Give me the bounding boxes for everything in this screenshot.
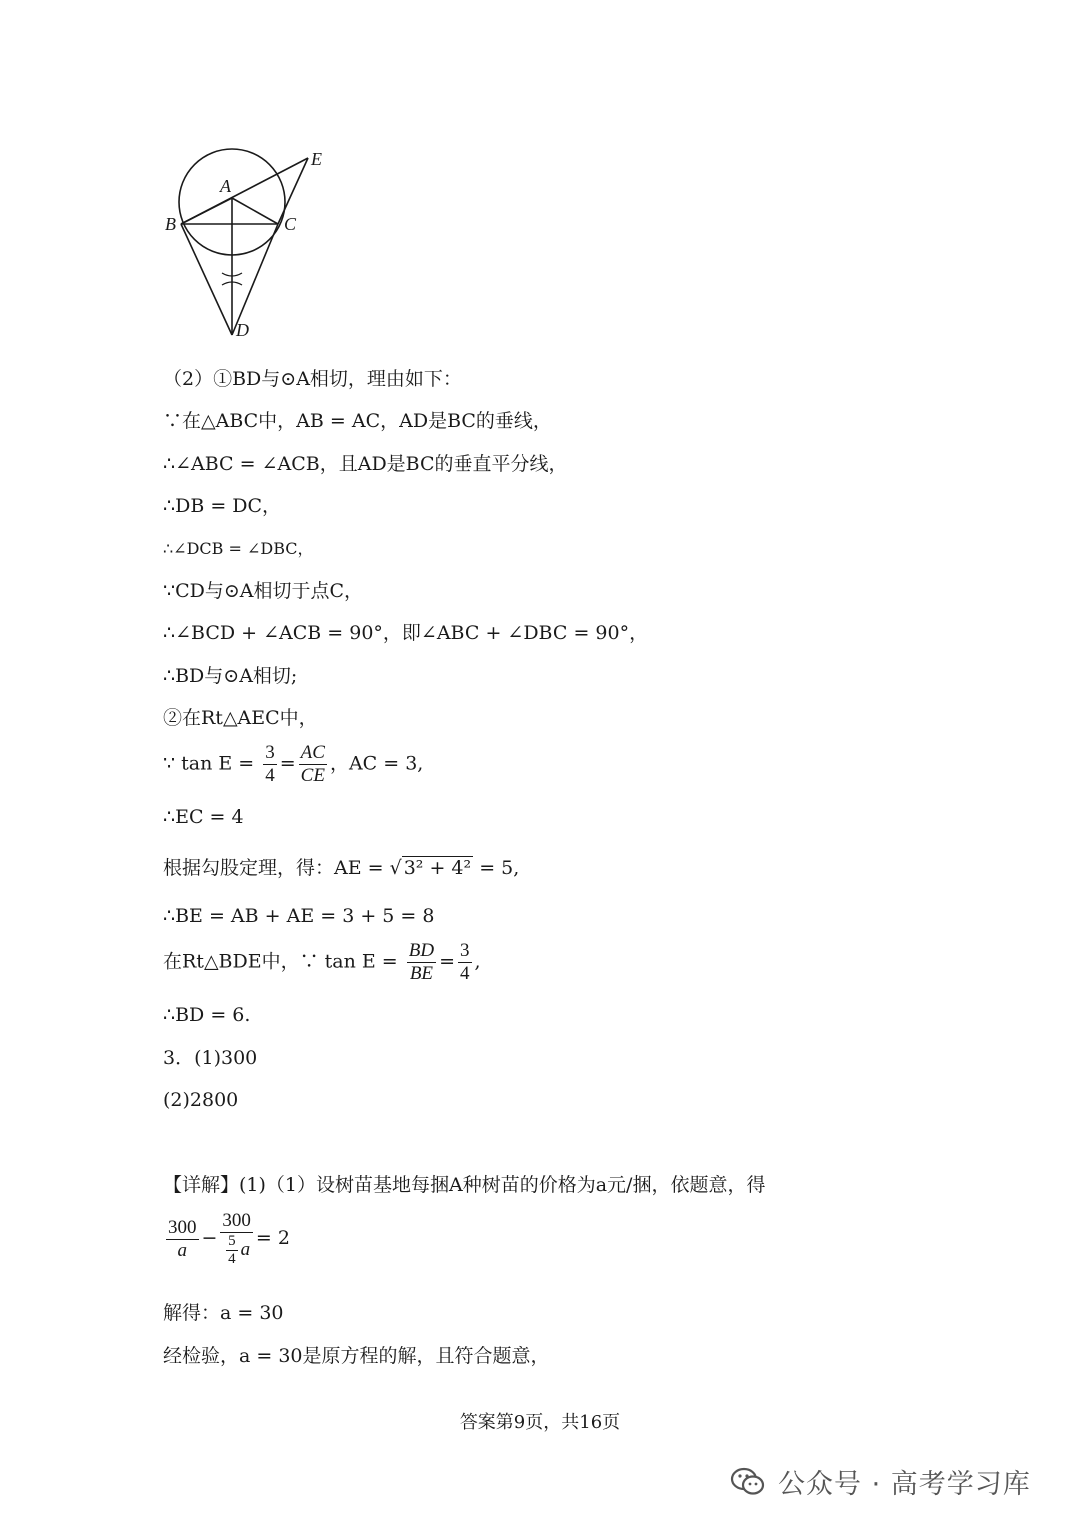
inner-fraction (226, 1233, 238, 1268)
page-footer: 答案第9页，共16页 (459, 1412, 621, 1433)
text-line-18: 【详解】(1)（1）设树苗基地每捆A种树苗的价格为a元/捆，依题意，得 (163, 1174, 766, 1196)
text-line-15: ∴BD = 6. (163, 1004, 251, 1026)
pythagoras-lead: 根据勾股定理，得：AE = (163, 857, 384, 879)
inner-denominator: 4 (228, 1251, 236, 1267)
bde-lead: 在Rt△BDE中，∵ tan E = (163, 950, 398, 973)
inner-variable: a (240, 1238, 251, 1260)
fraction-denominator: a (177, 1239, 187, 1261)
fraction-numerator: 300 (168, 1216, 197, 1238)
fraction-300-five-quarter-a (220, 1210, 253, 1268)
text-line-13: ∴BE = AB + AE = 3 + 5 = 8 (163, 905, 435, 927)
fraction-3-4 (263, 742, 277, 787)
text-line-4: ∴DB = DC， (163, 495, 282, 517)
fraction-denominator: CE (300, 765, 325, 786)
label-c: C (284, 214, 297, 234)
fraction-bd-be (407, 940, 436, 985)
inner-numerator: 5 (228, 1233, 236, 1249)
text-line-3: ∴∠ABC = ∠ACB，且AD是BC的垂直平分线， (163, 453, 568, 475)
equation-line (163, 1210, 290, 1268)
fraction-ac-ce (299, 742, 327, 787)
text-line-12 (163, 855, 519, 881)
label-a: A (220, 176, 231, 196)
line-b-d (181, 224, 232, 335)
text-line-7: ∴∠BCD + ∠ACB = 90°，即∠ABC + ∠DBC = 90°， (163, 622, 649, 644)
text-line-6: ∵CD与⊙A相切于点C， (163, 580, 364, 602)
text-line-11: ∴EC = 4 (163, 806, 244, 828)
text-line-8: ∴BD与⊙A相切; (163, 665, 298, 687)
text-line-20: 解得：a = 30 (163, 1302, 284, 1324)
text-line-5: ∴∠DCB = ∠DBC， (163, 539, 314, 558)
sqrt-sign: √ (389, 857, 402, 879)
fraction-numerator: BD (408, 940, 435, 961)
text-line-2: ∵在△ABC中，AB = AC，AD是BC的垂线， (163, 410, 552, 432)
fraction-numerator: 3 (265, 742, 275, 763)
wechat-icon (730, 1466, 766, 1498)
fraction-3-4 (458, 940, 472, 985)
label-b: B (165, 214, 176, 234)
line-c-d (232, 224, 278, 335)
line-a-b (181, 198, 232, 224)
fraction-300-a (166, 1217, 199, 1262)
tan-e-lead: ∵ tan E = (163, 752, 255, 775)
geometry-figure (158, 140, 338, 345)
fraction-denominator: 4 (460, 963, 470, 984)
text-line-16: 3．(1)300 (163, 1047, 258, 1069)
text-line-10: ∵ tan E = $\frac{3}{4}$ = $\frac{AC}{CE}$ ，AC = 3, (163, 742, 424, 786)
pythagoras-tail: = 5, (479, 857, 520, 879)
label-e: E (311, 149, 322, 169)
sqrt-content: 3² + 4² (403, 857, 472, 879)
text-line-1: （2）①BD与⊙A相切，理由如下： (163, 368, 462, 390)
text-line-21: 经检验，a = 30是原方程的解，且符合题意， (163, 1345, 550, 1367)
line-a-c (232, 198, 278, 224)
fraction-numerator: 3 (460, 940, 470, 961)
fraction-numerator: AC (300, 742, 325, 763)
text-line-9: ②在Rt△AEC中， (163, 707, 318, 729)
bde-tail: , (474, 950, 481, 973)
text-line-14: 在Rt△BDE中，∵ tan E = $\frac{BD}{BE}$ = $\frac{3}{4}$ , (163, 940, 481, 984)
equation-rhs: = 2 (255, 1227, 290, 1249)
watermark (730, 1462, 1031, 1501)
fraction-denominator (220, 1233, 253, 1268)
fraction-denominator: BE (409, 963, 434, 984)
fraction-denominator: 4 (265, 765, 275, 786)
label-d: D (236, 320, 249, 340)
watermark-text: 公众号 · 高考学习库 (778, 1469, 1031, 1500)
text-line-17: (2)2800 (163, 1089, 239, 1111)
minus-sign: − (201, 1227, 218, 1249)
tan-e-tail: ，AC = 3, (329, 752, 424, 775)
fraction-numerator: 300 (222, 1210, 251, 1231)
